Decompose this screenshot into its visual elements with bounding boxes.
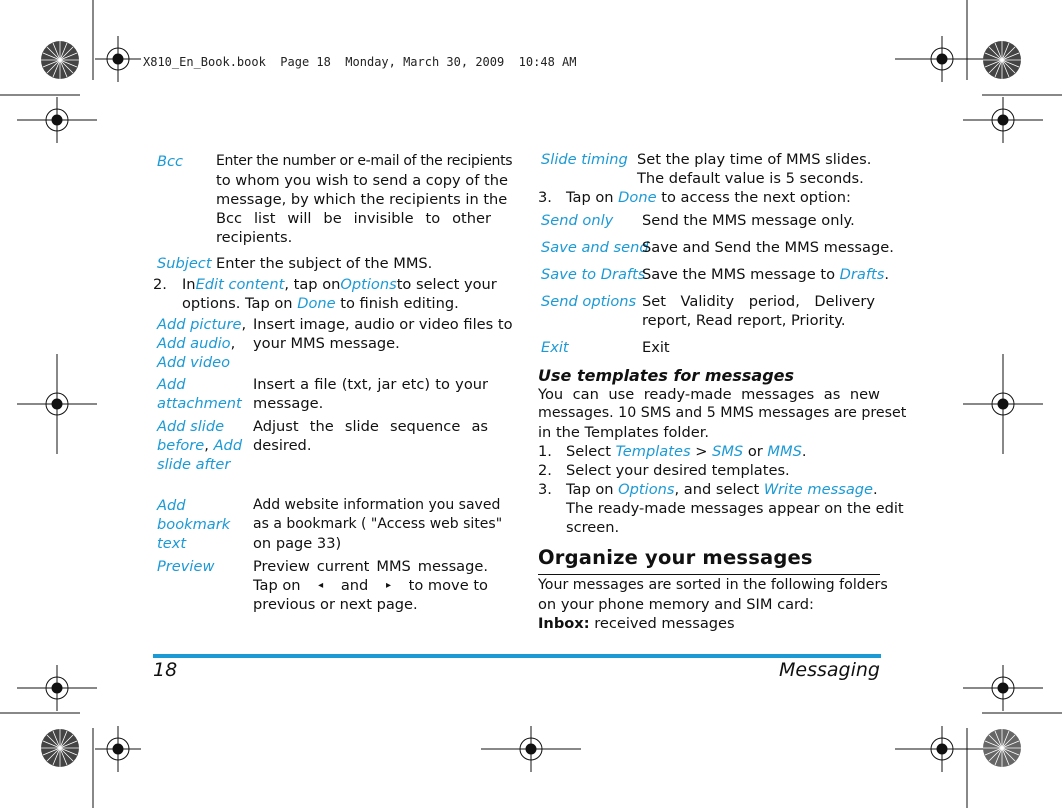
starburst-mark-icon	[41, 41, 79, 79]
text-fragment: to access the next option:	[661, 189, 851, 206]
inbox-line	[538, 614, 735, 633]
sms-term: SMS	[712, 443, 744, 460]
text-line: messages. 10 SMS and 5 MMS messages are preset	[538, 405, 907, 421]
text-fragment: and	[340, 577, 369, 594]
step-number: 3.	[538, 481, 552, 498]
text-fragment: Save the MMS message to	[642, 266, 836, 283]
add-attachment-description	[253, 375, 488, 413]
drafts-term: Drafts	[839, 266, 885, 283]
text-line: Add website information you saved	[253, 497, 501, 513]
step-number: 2.	[538, 462, 552, 479]
slide-timing-description	[637, 150, 871, 188]
text-line: to whom you wish to send a copy of the	[216, 172, 508, 189]
text-line: Set Validity period, Delivery	[642, 293, 875, 310]
templates-paragraph	[538, 385, 907, 442]
print-header: X810_En_Book.book Page 18 Monday, March 30, 2009 10:48 AM	[143, 55, 577, 69]
crosshair-target-icon	[17, 97, 97, 143]
text-fragment: Tap on	[253, 577, 301, 594]
slide-timing-label: Slide timing	[541, 151, 628, 168]
text-line: Enter the number or e-mail of the recipients	[216, 153, 513, 169]
text-fragment: ,	[230, 335, 236, 352]
text-fragment: ,	[241, 316, 247, 333]
text-line: your MMS message.	[253, 335, 400, 352]
template-step1-text	[566, 442, 807, 461]
text-line	[253, 576, 488, 595]
edit-content-term: Edit content	[195, 276, 285, 293]
subject-label: Subject	[157, 255, 212, 272]
send-options-description	[642, 292, 875, 330]
step-number: 2.	[153, 276, 167, 293]
text-line: as a bookmark ( "Access web sites"	[253, 516, 503, 532]
add-slide-description	[253, 417, 488, 455]
crosshair-target-icon	[963, 354, 1043, 454]
left-arrow-icon: ◂	[318, 580, 324, 591]
organize-heading: Organize your messages	[538, 546, 813, 569]
crosshair-target-icon	[895, 36, 989, 82]
text-fragment: received messages	[594, 615, 735, 632]
text-line: Insert image, audio or video files to	[253, 316, 513, 333]
text-line: Your messages are sorted in the following folders	[538, 577, 888, 593]
template-step2-text: Select your desired templates.	[566, 462, 790, 479]
text-line: recipients.	[216, 229, 293, 246]
text-fragment: .	[873, 481, 878, 498]
starburst-mark-icon	[983, 729, 1021, 767]
text-line: The default value is 5 seconds.	[637, 170, 864, 187]
text-fragment: before	[157, 437, 205, 454]
options-term: Options	[618, 481, 675, 498]
text-fragment: .	[884, 266, 889, 283]
text-line: The ready-made messages appear on the edit	[566, 500, 904, 517]
text-fragment: to finish editing.	[340, 295, 459, 312]
text-line: on page 33)	[253, 535, 342, 552]
text-line: screen.	[566, 519, 620, 536]
starburst-mark-icon	[41, 729, 79, 767]
crosshair-target-icon	[963, 97, 1043, 143]
done-term: Done	[618, 189, 657, 206]
add-picture-label	[157, 315, 246, 372]
step3-text	[566, 188, 851, 207]
text-line: message, by which the recipients in the	[216, 191, 508, 208]
send-only-description: Send the MMS message only.	[642, 212, 855, 229]
send-options-label: Send options	[541, 293, 637, 310]
write-message-term: Write message	[763, 481, 874, 498]
add-bookmark-description	[253, 496, 503, 553]
crosshair-target-icon	[95, 36, 141, 82]
organize-paragraph	[538, 576, 888, 614]
page-number: 18	[153, 659, 178, 681]
text-fragment: .	[801, 443, 807, 460]
text-line: report, Read report, Priority.	[642, 312, 846, 329]
text-line: Insert a file (txt, jar etc) to your	[253, 376, 488, 393]
add-attachment-label	[157, 375, 242, 413]
text-fragment: Add video	[157, 354, 231, 371]
text-line: in the Templates folder.	[538, 424, 710, 441]
text-line: on your phone memory and SIM card:	[538, 596, 814, 613]
text-fragment: In	[182, 276, 196, 293]
text-fragment: Add picture	[157, 316, 242, 333]
step-number: 1.	[538, 443, 552, 460]
templates-term: Templates	[615, 443, 691, 460]
text-fragment: attachment	[157, 395, 242, 412]
text-line: message.	[253, 395, 324, 412]
text-fragment: , tap on	[284, 276, 341, 293]
text-line: You can use ready-made messages as new	[538, 386, 880, 403]
right-arrow-icon: ▸	[385, 580, 391, 591]
bcc-label: Bcc	[157, 153, 184, 170]
text-fragment: bookmark	[157, 516, 231, 533]
done-term: Done	[297, 295, 336, 312]
text-line: Set the play time of MMS slides.	[637, 151, 872, 168]
text-fragment: to move to	[408, 577, 488, 594]
template-step3-text	[566, 480, 904, 537]
add-slide-label	[157, 417, 242, 474]
add-bookmark-label	[157, 496, 230, 553]
options-term: Options	[340, 276, 397, 293]
step-number: 3.	[538, 189, 552, 206]
text-line: Preview current MMS message.	[253, 558, 488, 575]
bcc-description	[216, 152, 513, 247]
text-fragment: Tap on	[566, 481, 614, 498]
crosshair-target-icon	[895, 726, 989, 772]
mms-term: MMS	[767, 443, 802, 460]
heading-rule	[538, 574, 880, 575]
save-to-drafts-description	[642, 265, 889, 284]
text-fragment: Add slide	[157, 418, 225, 435]
footer-rule	[153, 654, 881, 658]
text-fragment: Select	[566, 443, 612, 460]
subject-description: Enter the subject of the MMS.	[216, 255, 433, 272]
text-fragment: Add	[213, 437, 243, 454]
save-and-send-label: Save and send	[541, 239, 649, 256]
text-fragment: slide after	[157, 456, 231, 473]
inbox-label: Inbox:	[538, 615, 590, 632]
exit-description: Exit	[642, 339, 670, 356]
starburst-mark-icon	[983, 41, 1021, 79]
save-to-drafts-label: Save to Drafts	[541, 266, 646, 283]
crosshair-target-icon	[17, 354, 97, 454]
text-fragment: Tap on	[566, 189, 614, 206]
preview-label: Preview	[157, 558, 215, 575]
preview-description	[253, 557, 488, 614]
text-fragment: Add	[157, 497, 186, 514]
text-line: previous or next page.	[253, 596, 418, 613]
step2-line2	[182, 294, 459, 313]
text-fragment: Add audio	[157, 335, 231, 352]
crosshair-target-icon	[963, 665, 1043, 711]
text-line: Bcc list will be invisible to other	[216, 210, 491, 227]
section-title: Messaging	[779, 659, 880, 681]
crosshair-target-icon	[95, 726, 141, 772]
text-fragment: Add	[157, 376, 186, 393]
text-fragment: options. Tap on	[182, 295, 293, 312]
text-fragment: , and select	[674, 481, 760, 498]
crosshair-target-icon	[481, 726, 581, 772]
add-picture-description	[253, 315, 513, 353]
step2-line1	[182, 275, 495, 294]
save-and-send-description: Save and Send the MMS message.	[642, 239, 894, 256]
crosshair-target-icon	[17, 665, 97, 711]
text-fragment: to select your	[396, 276, 497, 293]
send-only-label: Send only	[541, 212, 614, 229]
text-fragment: ,	[204, 437, 214, 454]
text-fragment: text	[157, 535, 187, 552]
text-line: Adjust the slide sequence as	[253, 418, 488, 435]
text-fragment: >	[695, 443, 708, 460]
text-fragment: or	[747, 443, 763, 460]
exit-label: Exit	[541, 339, 569, 356]
text-line: desired.	[253, 437, 312, 454]
templates-heading: Use templates for messages	[538, 366, 795, 385]
